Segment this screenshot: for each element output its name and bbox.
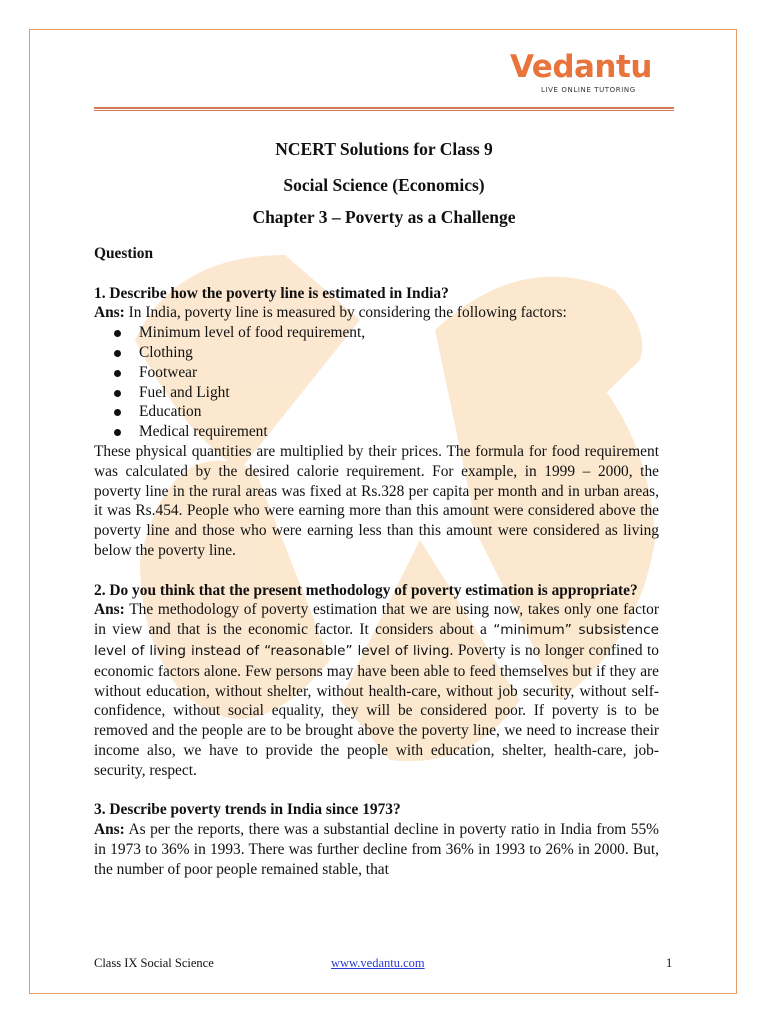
bullet-icon xyxy=(114,429,121,436)
question-1: 1. Describe how the poverty line is estimated in India? xyxy=(94,284,449,302)
document-body xyxy=(94,244,659,880)
list-item xyxy=(94,363,659,383)
title-line-3: Chapter 3 – Poverty as a Challenge xyxy=(252,207,516,227)
bullet-icon xyxy=(114,390,121,397)
bullet-icon xyxy=(114,409,121,416)
list-item xyxy=(94,422,659,442)
list-item-text: Clothing xyxy=(139,343,193,361)
list-item-text: Fuel and Light xyxy=(139,383,230,401)
question-2: 2. Do you think that the present methodology of poverty estimation is appropriate? xyxy=(94,581,638,599)
ans-label: Ans: xyxy=(94,304,125,322)
answer-1-intro xyxy=(94,303,659,323)
answer-1-intro-text: In India, poverty line is measured by considering the following factors: xyxy=(124,304,567,322)
answer-1-paragraph: These physical quantities are multiplied by their prices. The formula for food requirement was calculated by the desired calorie requirement. For example, in 1999 – 2000, the poverty line in the rural areas was fixed at Rs.328 per capita per month and in urban areas, it was Rs.454. People who were earning more than this amount were considered above the poverty line and those who were earning less than this amount were considered as living below the poverty line. xyxy=(94,442,659,559)
factor-list xyxy=(94,323,659,442)
list-item xyxy=(94,402,659,422)
answer-2 xyxy=(94,600,659,780)
section-label: Question xyxy=(94,245,154,262)
list-item xyxy=(94,343,659,363)
logo-wordmark: Vedantu xyxy=(510,49,652,85)
answer-2-text-b: . Poverty is no longer confined to economic factors alone. Few persons may have been able to feed themselves but if they are without education, without shelter, without health-care, without job security, without self-confidence, without social equality, they will be considered poor. If poverty is to be removed and the people are to be brought above the poverty line, we need to increase their income also, we have to provide the people with education, shelter, health-care, job-security, respect. xyxy=(94,641,659,779)
question-3: 3. Describe poverty trends in India since 1973? xyxy=(94,801,401,819)
list-item-text: Footwear xyxy=(139,363,198,381)
page-number: 1 xyxy=(666,956,673,970)
bullet-icon xyxy=(114,370,121,377)
header-rule xyxy=(94,107,674,111)
answer-2-text-a: The methodology of poverty estimation that we are using now, takes only one factor in view and that is the economic factor. It considers about a xyxy=(94,601,659,639)
list-item xyxy=(94,323,659,343)
vedantu-logo xyxy=(510,50,670,100)
answer-3 xyxy=(94,820,659,879)
logo-tagline: LIVE ONLINE TUTORING xyxy=(541,86,636,94)
ans-label: Ans: xyxy=(94,821,125,839)
title-line-1: NCERT Solutions for Class 9 xyxy=(275,139,493,159)
title-line-2: Social Science (Economics) xyxy=(283,175,485,195)
footer-website-link[interactable]: www.vedantu.com xyxy=(331,956,425,970)
list-item-text: Medical requirement xyxy=(139,423,268,441)
list-item-text: Education xyxy=(139,403,202,421)
bullet-icon xyxy=(114,350,121,357)
list-item-text: Minimum level of food requirement, xyxy=(139,324,366,342)
list-item xyxy=(94,383,659,403)
answer-2-quote: “minimum” subsistence level of living instead of “reasonable” level of living xyxy=(94,622,659,659)
answer-3-text: As per the reports, there was a substantial decline in poverty ratio in India from 55% in 1973 to 36% in 1993. There was further decline from 36% in 1993 to 26% in 2000. But, the number of poor people remained stable, that xyxy=(94,821,659,878)
bullet-icon xyxy=(114,330,121,337)
ans-label: Ans: xyxy=(94,601,125,619)
footer-subject: Class IX Social Science xyxy=(94,956,214,970)
